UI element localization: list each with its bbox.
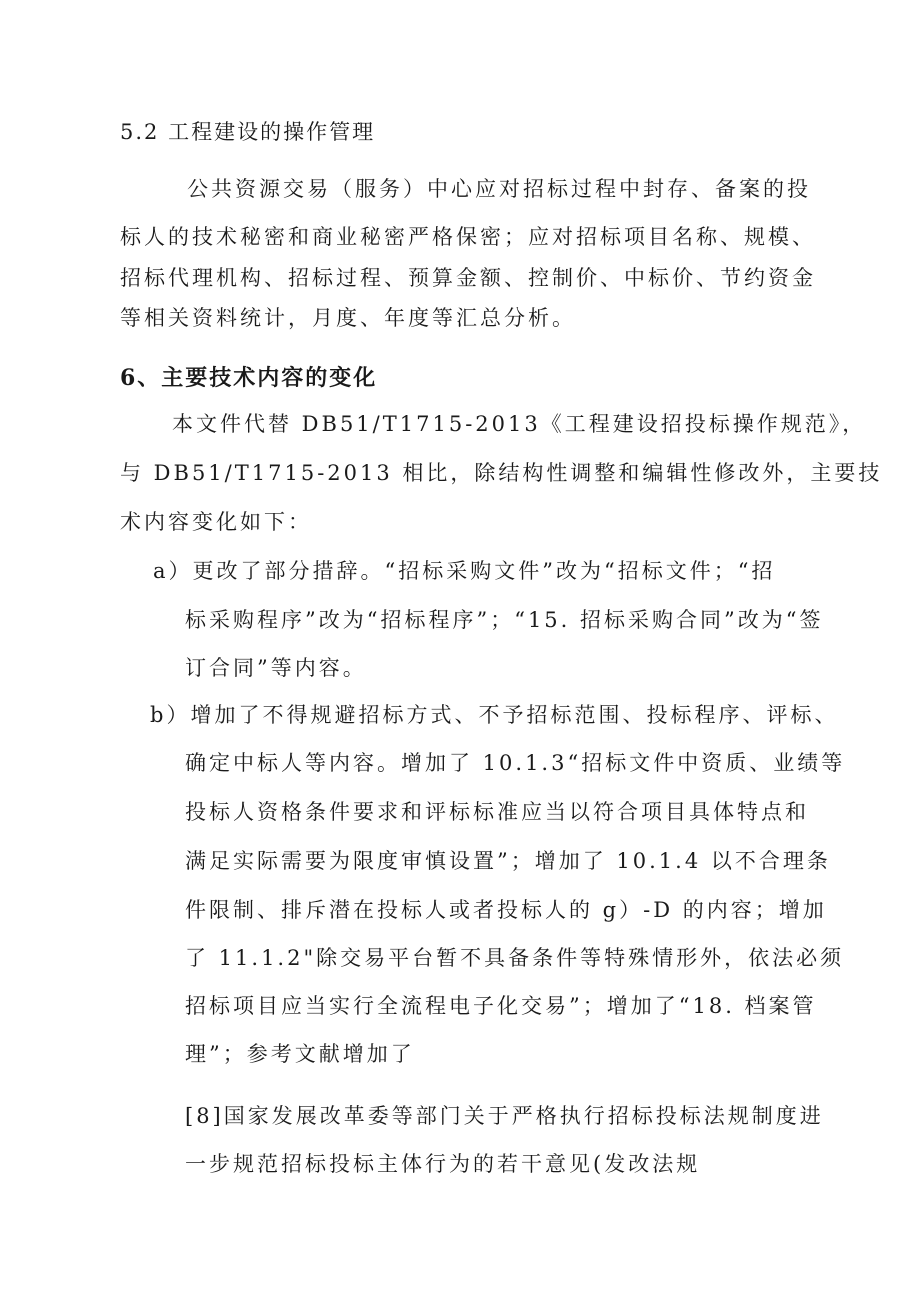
section-5-2-line-1: 公共资源交易（服务）中心应对招标过程中封存、备案的投: [187, 177, 811, 201]
section-6-heading: 6、主要技术内容的变化: [120, 365, 378, 391]
section-5-2-line-2: 标人的技术秘密和商业秘密严格保密；应对招标项目名称、规模、: [120, 225, 816, 249]
section-5-2-line-3: 招标代理机构、招标过程、预算金额、控制价、中标价、节约资金: [120, 266, 816, 290]
item-b-line-3: 投标人资格条件要求和评标标准应当以符合项目具体特点和: [185, 800, 809, 824]
reference-line-2: 一步规范招标投标主体行为的若干意见(发改法规: [185, 1152, 701, 1176]
section-6-intro-line-1: 本文件代替 DB51/T1715-2013《工程建设招投标操作规范》，: [172, 412, 867, 436]
section-5-2-line-4: 等相关资料统计，月度、年度等汇总分析。: [120, 306, 576, 330]
section-6-intro-line-3: 术内容变化如下：: [120, 510, 312, 534]
item-b-line-7: 招标项目应当实行全流程电子化交易”；增加了“18. 档案管: [185, 994, 817, 1018]
item-b-line-1: b）增加了不得规避招标方式、不予招标范围、投标程序、评标、: [150, 703, 839, 727]
item-b-line-4: 满足实际需要为限度审慎设置”；增加了 10.1.4 以不合理条: [185, 849, 831, 873]
item-a-line-2: 标采购程序”改为“招标程序”；“15. 招标采购合同”改为“签: [185, 608, 824, 632]
item-b-line-6: 了 11.1.2"除交易平台暂不具备条件等特殊情形外，依法必须: [185, 946, 845, 970]
item-a-line-3: 订合同”等内容。: [185, 656, 367, 680]
section-6-intro-line-2: 与 DB51/T1715-2013 相比，除结构性调整和编辑性修改外，主要技: [120, 461, 883, 485]
item-b-line-5: 件限制、排斥潜在投标人或者投标人的 g）-D 的内容；增加: [185, 898, 827, 922]
item-a-line-1: a）更改了部分措辞。“招标采购文件”改为“招标文件；“招: [153, 559, 776, 583]
item-b-line-8: 理”；参考文献增加了: [185, 1042, 415, 1066]
section-5-2-heading: 5.2 工程建设的操作管理: [120, 120, 376, 144]
item-b-line-2: 确定中标人等内容。增加了 10.1.3“招标文件中资质、业绩等: [185, 751, 846, 775]
reference-line-1: [8]国家发展改革委等部门关于严格执行招标投标法规制度进: [185, 1104, 824, 1128]
